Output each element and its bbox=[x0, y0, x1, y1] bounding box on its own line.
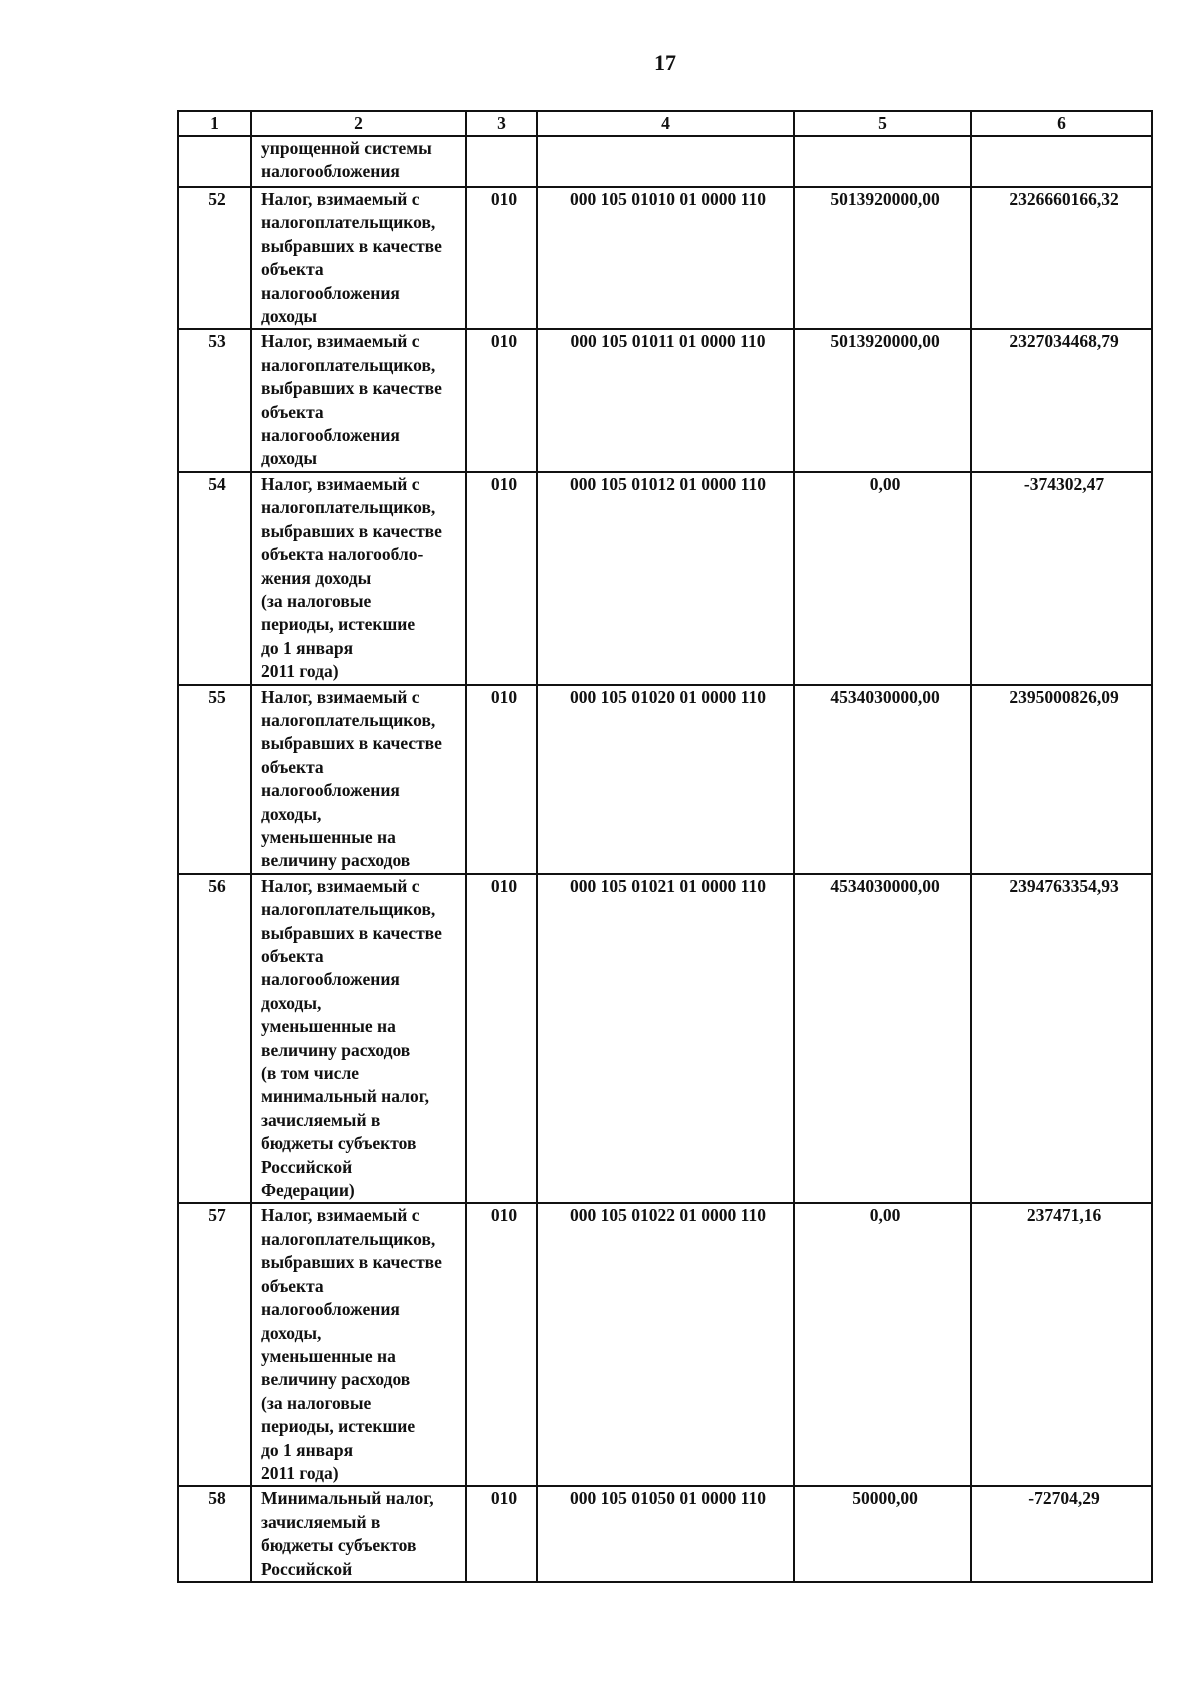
table-row bbox=[178, 1203, 1152, 1486]
table-row bbox=[178, 874, 1152, 1204]
row-executed-amount: -374302,47 bbox=[971, 472, 1152, 685]
row-code: 010 bbox=[466, 1203, 537, 1486]
row-executed-amount: 237471,16 bbox=[971, 1203, 1152, 1486]
row-name: упрощенной системы налогообложения bbox=[251, 136, 466, 187]
row-classification-code: 000 105 01010 01 0000 110 bbox=[537, 187, 794, 329]
row-approved-amount: 5013920000,00 bbox=[794, 329, 971, 471]
table-row bbox=[178, 685, 1152, 874]
row-approved-amount: 0,00 bbox=[794, 1203, 971, 1486]
row-approved-amount: 0,00 bbox=[794, 472, 971, 685]
column-header-4: 4 bbox=[537, 111, 794, 136]
row-classification-code: 000 105 01050 01 0000 110 bbox=[537, 1486, 794, 1582]
table-row bbox=[178, 329, 1152, 471]
row-number: 57 bbox=[178, 1203, 251, 1486]
row-name: Налог, взимаемый с налогоплательщиков, выбравших в качестве объекта налогообло- жения доходы (за налоговые периоды, истекшие до 1 января 2011 года) bbox=[251, 472, 466, 685]
row-classification-code: 000 105 01021 01 0000 110 bbox=[537, 874, 794, 1204]
row-name: Налог, взимаемый с налогоплательщиков, выбравших в качестве объекта налогообложения доходы, уменьшенные на величину расходов bbox=[251, 685, 466, 874]
row-approved-amount bbox=[794, 136, 971, 187]
row-classification-code: 000 105 01022 01 0000 110 bbox=[537, 1203, 794, 1486]
row-number: 55 bbox=[178, 685, 251, 874]
row-name: Налог, взимаемый с налогоплательщиков, выбравших в качестве объекта налогообложения доходы, уменьшенные на величину расходов (в том числе минимальный налог, зачисляемый в бюджеты субъектов Российской Федерации) bbox=[251, 874, 466, 1204]
row-code: 010 bbox=[466, 472, 537, 685]
row-executed-amount: 2395000826,09 bbox=[971, 685, 1152, 874]
row-approved-amount: 50000,00 bbox=[794, 1486, 971, 1582]
budget-revenue-table bbox=[177, 110, 1153, 1583]
row-code: 010 bbox=[466, 1486, 537, 1582]
row-classification-code: 000 105 01011 01 0000 110 bbox=[537, 329, 794, 471]
column-header-6: 6 bbox=[971, 111, 1152, 136]
table-row bbox=[178, 187, 1152, 329]
row-classification-code: 000 105 01020 01 0000 110 bbox=[537, 685, 794, 874]
row-executed-amount bbox=[971, 136, 1152, 187]
row-number: 53 bbox=[178, 329, 251, 471]
row-name: Налог, взимаемый с налогоплательщиков, выбравших в качестве объекта налогообложения доходы bbox=[251, 187, 466, 329]
column-header-5: 5 bbox=[794, 111, 971, 136]
row-executed-amount: 2394763354,93 bbox=[971, 874, 1152, 1204]
column-header-2: 2 bbox=[251, 111, 466, 136]
page-number: 17 bbox=[654, 50, 676, 75]
row-classification-code: 000 105 01012 01 0000 110 bbox=[537, 472, 794, 685]
row-code bbox=[466, 136, 537, 187]
row-code: 010 bbox=[466, 187, 537, 329]
table-row bbox=[178, 1486, 1152, 1582]
row-name: Налог, взимаемый с налогоплательщиков, выбравших в качестве объекта налогообложения доходы bbox=[251, 329, 466, 471]
row-approved-amount: 4534030000,00 bbox=[794, 685, 971, 874]
row-number bbox=[178, 136, 251, 187]
row-code: 010 bbox=[466, 874, 537, 1204]
row-executed-amount: -72704,29 bbox=[971, 1486, 1152, 1582]
row-approved-amount: 5013920000,00 bbox=[794, 187, 971, 329]
row-name: Минимальный налог, зачисляемый в бюджеты субъектов Российской bbox=[251, 1486, 466, 1582]
row-number: 52 bbox=[178, 187, 251, 329]
row-number: 54 bbox=[178, 472, 251, 685]
column-header-3: 3 bbox=[466, 111, 537, 136]
row-classification-code bbox=[537, 136, 794, 187]
row-code: 010 bbox=[466, 329, 537, 471]
column-number-row bbox=[178, 111, 1152, 136]
row-approved-amount: 4534030000,00 bbox=[794, 874, 971, 1204]
row-number: 58 bbox=[178, 1486, 251, 1582]
table-row bbox=[178, 136, 1152, 187]
table-row bbox=[178, 472, 1152, 685]
row-executed-amount: 2327034468,79 bbox=[971, 329, 1152, 471]
row-number: 56 bbox=[178, 874, 251, 1204]
row-executed-amount: 2326660166,32 bbox=[971, 187, 1152, 329]
row-code: 010 bbox=[466, 685, 537, 874]
row-name: Налог, взимаемый с налогоплательщиков, выбравших в качестве объекта налогообложения доходы, уменьшенные на величину расходов (за налоговые периоды, истекшие до 1 января 2011 года) bbox=[251, 1203, 466, 1486]
column-header-1: 1 bbox=[178, 111, 251, 136]
